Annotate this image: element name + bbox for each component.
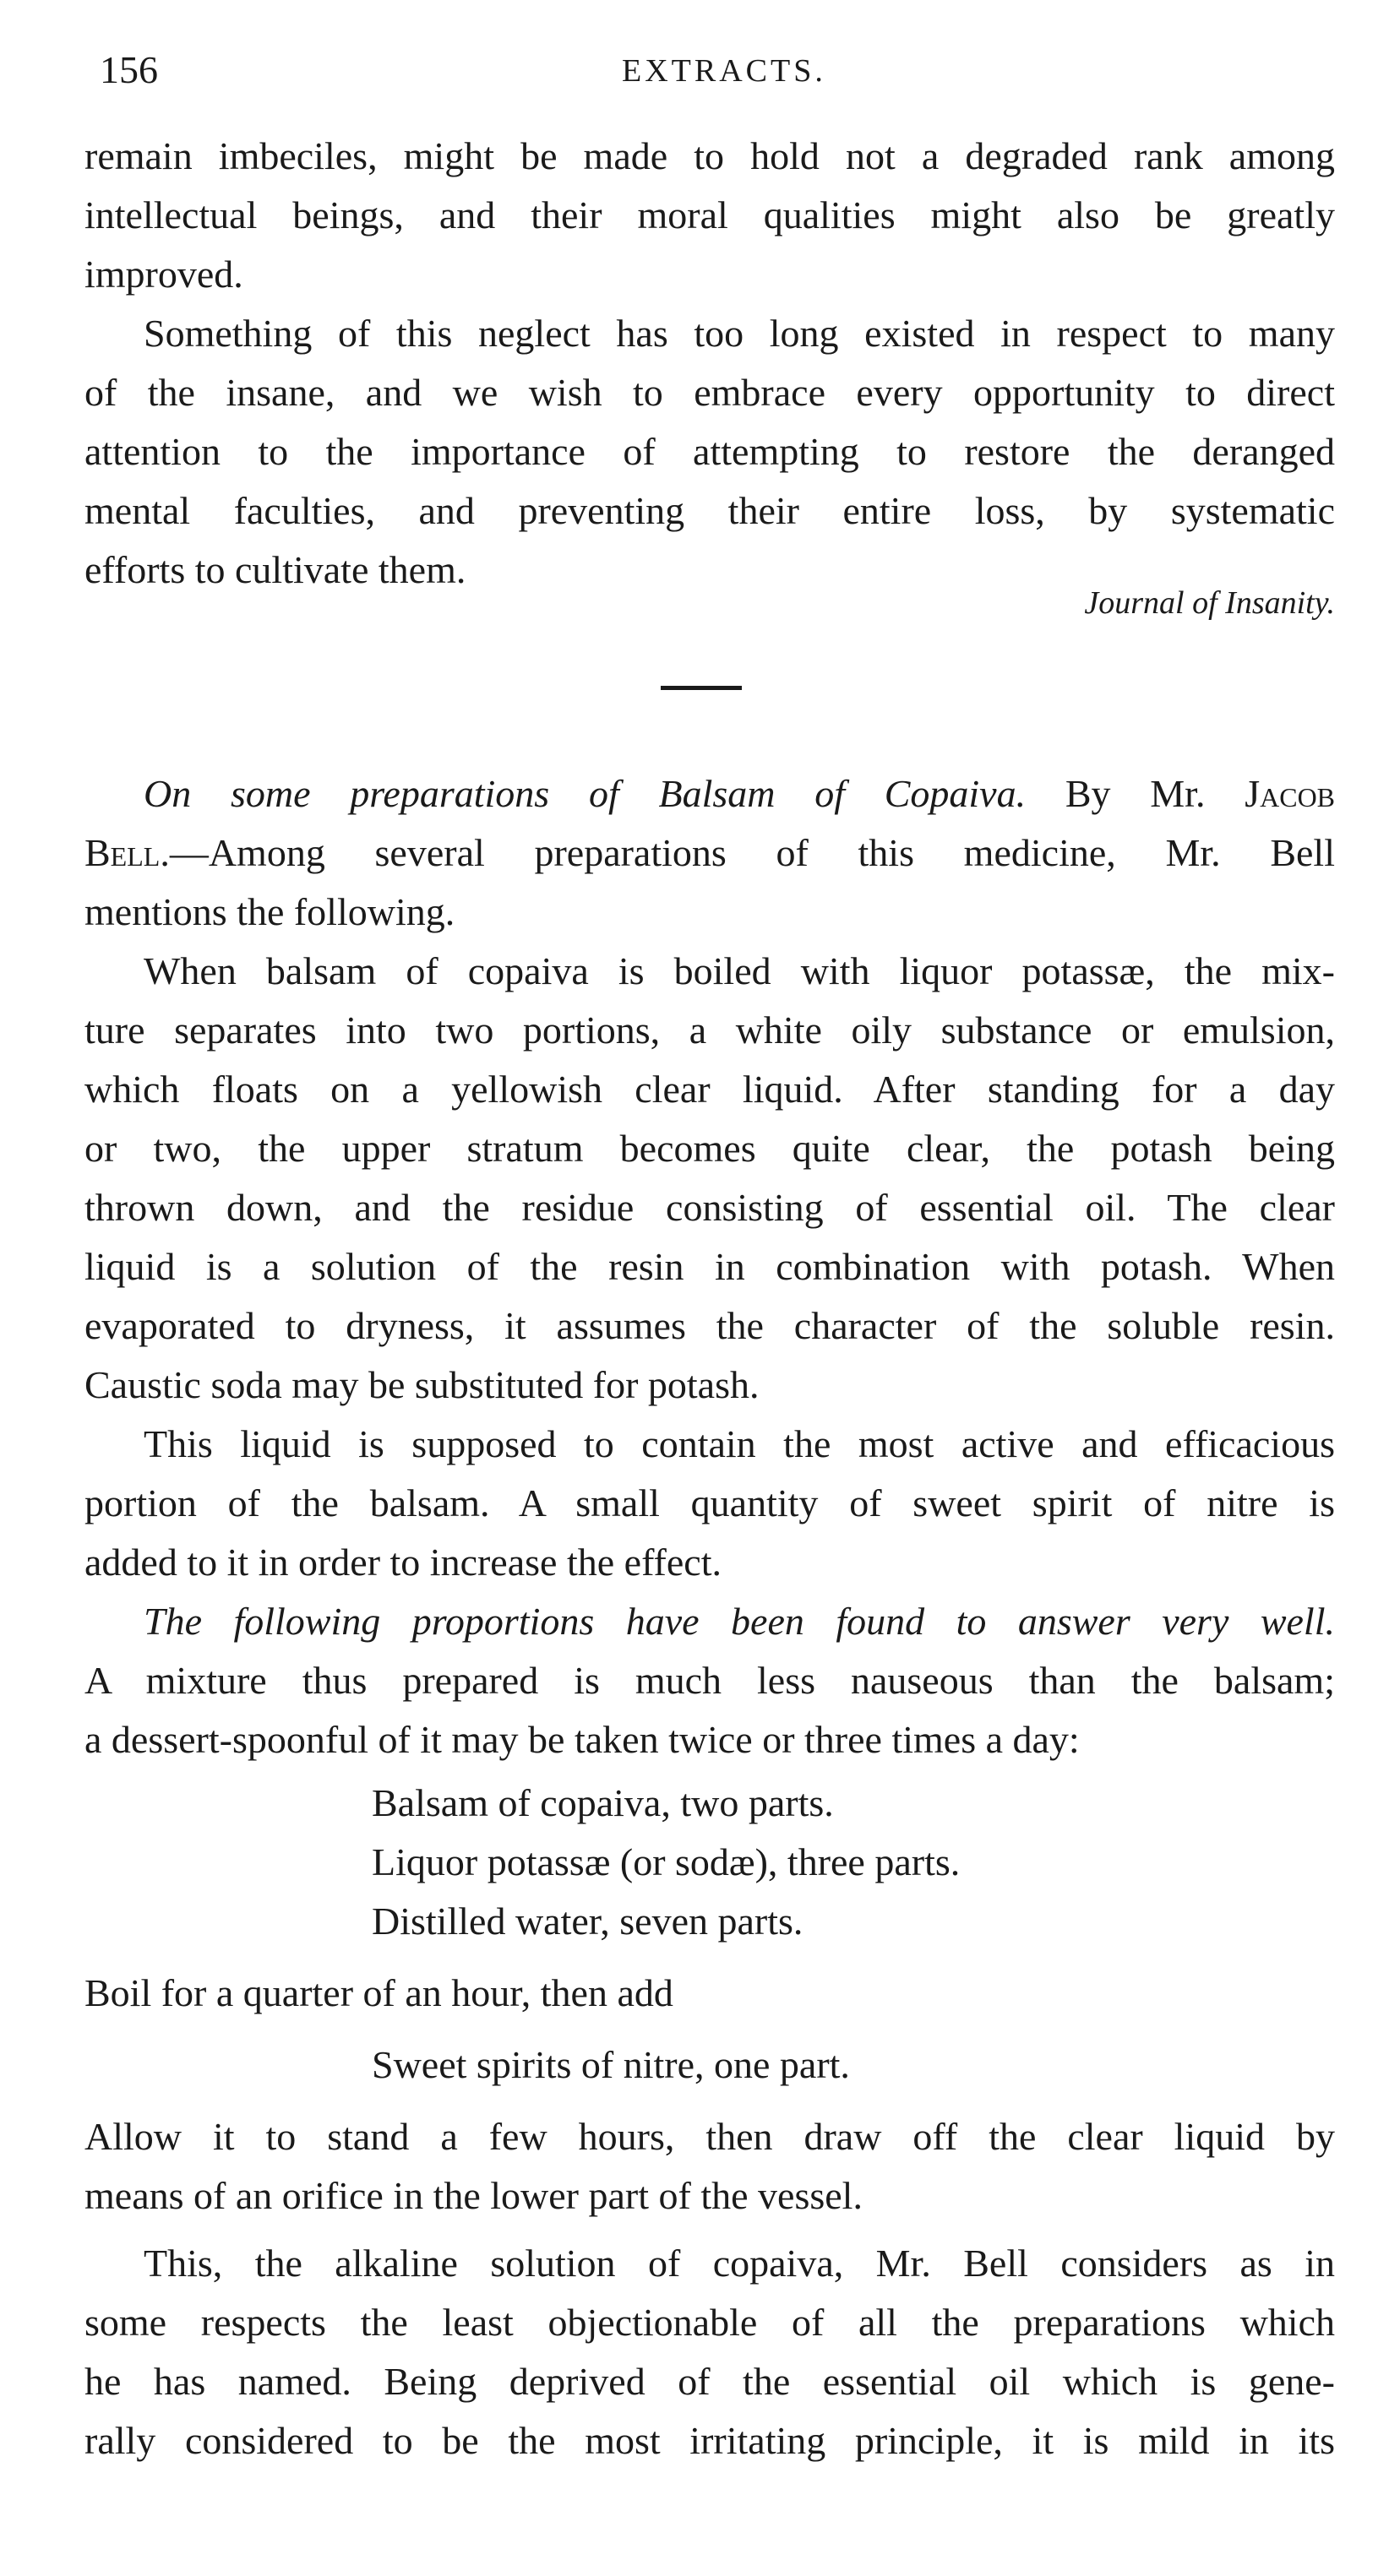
text-line: mentions the following.	[84, 890, 455, 933]
text-line: means of an orifice in the lower part of the vessel.	[84, 2174, 863, 2217]
text-line: The following proportions have been found to answer very well.	[144, 1600, 1335, 1643]
page-number: 156	[100, 48, 158, 91]
recipe-item: Distilled water, seven parts.	[372, 1899, 803, 1943]
article-heading-line	[144, 764, 1335, 823]
text-line: which floats on a yellowish clear liquid. After standing for a day	[84, 1068, 1335, 1111]
text-line: portion of the balsam. A small quantity of sweet spirit of nitre is	[84, 1481, 1335, 1524]
text-line: Allow it to stand a few hours, then draw off the clear liquid by	[84, 2115, 1335, 2158]
text-line: or two, the upper stratum becomes quite clear, the potash being	[84, 1127, 1335, 1170]
citation: Journal of Insanity.	[1084, 585, 1335, 621]
intro-text: .—Among several preparations of this medicine, Mr. Bell	[160, 831, 1335, 874]
recipe-item: Sweet spirits of nitre, one part.	[372, 2043, 850, 2086]
text-line: intellectual beings, and their moral qualities might also be greatly	[84, 193, 1335, 236]
text-line: efforts to cultivate them.	[84, 548, 466, 591]
text-line: Something of this neglect has too long existed in respect to many	[144, 312, 1335, 355]
text-line: mental faculties, and preventing their entire loss, by systematic	[84, 489, 1335, 532]
text-line: improved.	[84, 253, 243, 296]
text-line: A mixture thus prepared is much less nauseous than the balsam;	[84, 1659, 1335, 1702]
text-line: evaporated to dryness, it assumes the character of the soluble resin.	[84, 1304, 1335, 1347]
recipe-item: Liquor potassæ (or sodæ), three parts.	[372, 1840, 961, 1883]
text-line: thrown down, and the residue consisting of essential oil. The clear	[84, 1186, 1335, 1229]
text-line: a dessert-spoonful of it may be taken twice or three times a day:	[84, 1718, 1080, 1761]
text-line: This liquid is supposed to contain the most active and efficacious	[144, 1422, 1335, 1465]
article-author-last: Bell	[84, 831, 161, 874]
text-line: he has named. Being deprived of the essential oil which is gene-	[84, 2360, 1335, 2403]
instruction-line: Boil for a quarter of an hour, then add	[84, 1971, 673, 2014]
article-by: By Mr.	[1065, 772, 1206, 815]
running-title: EXTRACTS.	[622, 53, 826, 89]
text-line: rally considered to be the most irritating principle, it is mild in its	[84, 2419, 1335, 2462]
text-line: This, the alkaline solution of copaiva, Mr. Bell considers as in	[144, 2242, 1335, 2285]
article-title: On some preparations of Balsam of Copaiva.	[144, 772, 1027, 815]
text-line: added to it in order to increase the effect.	[84, 1541, 722, 1584]
text-line: liquid is a solution of the resin in combination with potash. When	[84, 1245, 1335, 1288]
text-line: of the insane, and we wish to embrace every opportunity to direct	[84, 371, 1335, 414]
text-line: some respects the least objectionable of all the preparations which	[84, 2301, 1335, 2344]
text-line	[84, 823, 1335, 883]
text-line: ture separates into two portions, a white oily substance or emulsion,	[84, 1008, 1335, 1052]
section-divider	[661, 686, 742, 690]
text-line: attention to the importance of attempting to restore the deranged	[84, 430, 1335, 473]
text-line: When balsam of copaiva is boiled with liquor potassæ, the mix-	[144, 949, 1335, 992]
recipe-item: Balsam of copaiva, two parts.	[372, 1781, 834, 1824]
article-author-first: Jacob	[1245, 772, 1335, 815]
text-line: Caustic soda may be substituted for potash.	[84, 1363, 760, 1406]
text-line: remain imbeciles, might be made to hold not a degraded rank among	[84, 134, 1335, 177]
